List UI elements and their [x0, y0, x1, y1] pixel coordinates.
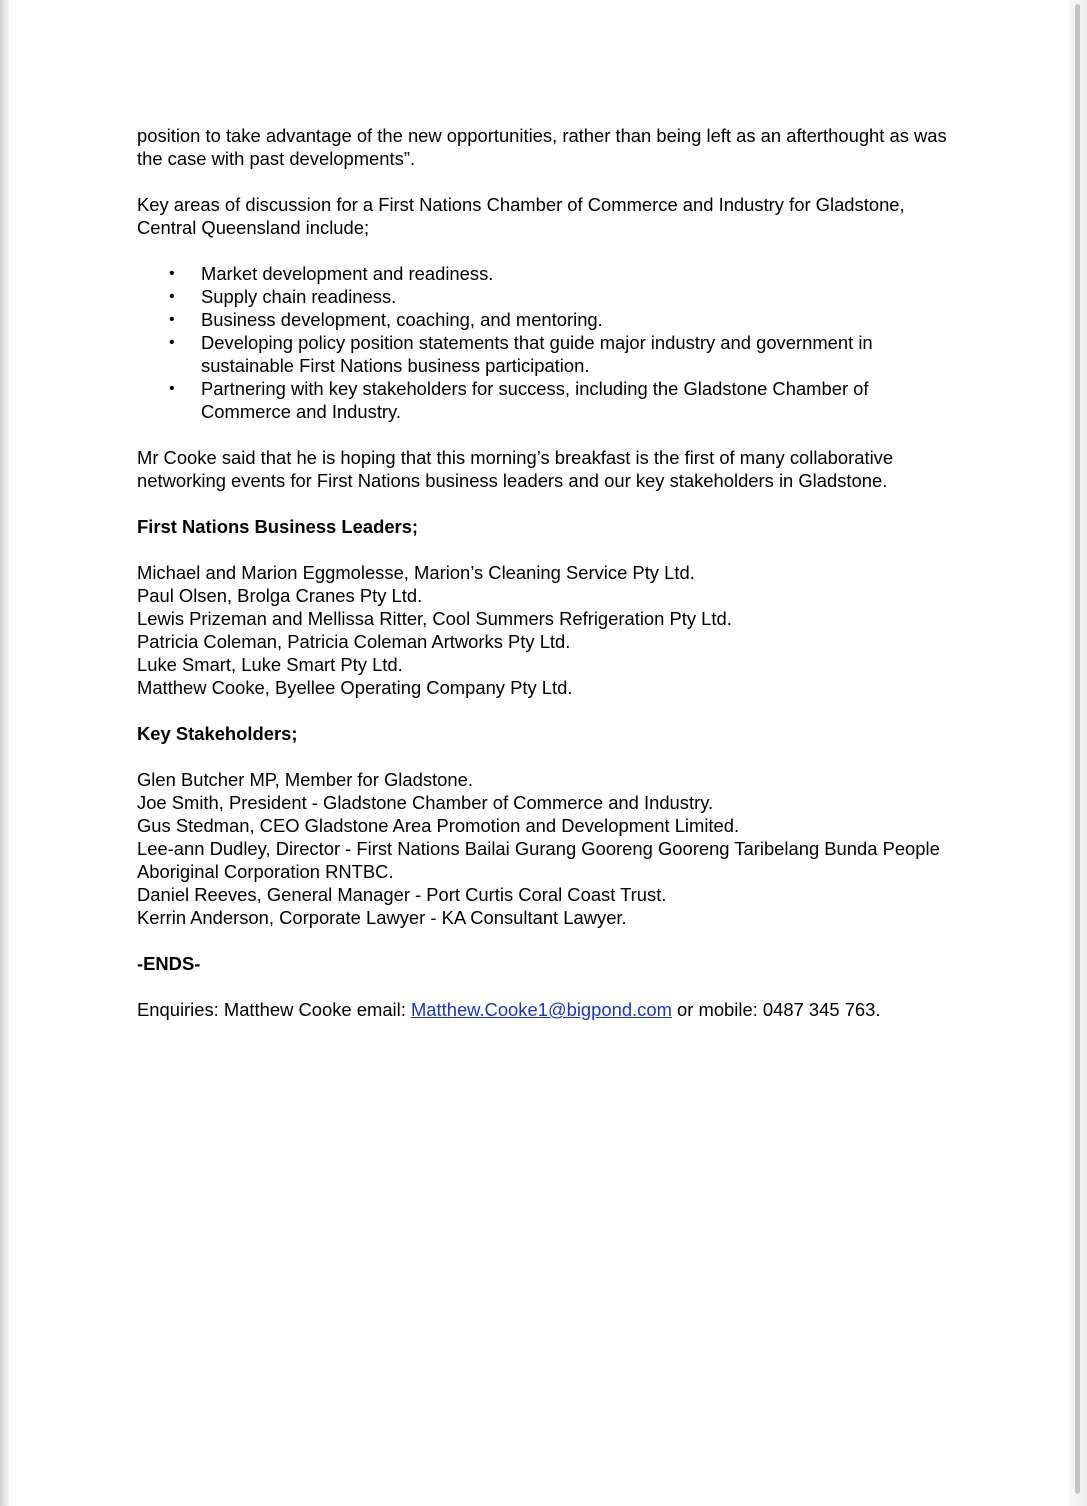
- list-item: Lewis Prizeman and Mellissa Ritter, Cool Summers Refrigeration Pty Ltd.: [137, 608, 732, 629]
- ends-marker: -ENDS-: [137, 953, 201, 974]
- intro-paragraph: position to take advantage of the new opportunities, rather than being left as an afterthought as was the case with past developments”.: [137, 125, 947, 169]
- list-item-text: Market development and readiness.: [201, 263, 494, 284]
- list-item: Paul Olsen, Brolga Cranes Pty Ltd.: [137, 585, 423, 606]
- business-leaders-heading: First Nations Business Leaders;: [137, 516, 419, 537]
- list-item: Michael and Marion Eggmolesse, Marion’s Cleaning Service Pty Ltd.: [137, 562, 695, 583]
- scrollbar-track[interactable]: [1069, 0, 1087, 1506]
- list-item: Kerrin Anderson, Corporate Lawyer - KA Consultant Lawyer.: [137, 907, 627, 928]
- closing-paragraph: Mr Cooke said that he is hoping that this morning’s breakfast is the first of many collaborative networking events for First Nations business leaders and our key stakeholders in Gladstone.: [137, 447, 894, 491]
- document-page: [137, 124, 957, 1044]
- list-item-text: Supply chain readiness.: [201, 286, 397, 307]
- stakeholders-list: [137, 768, 957, 929]
- list-item: Matthew Cooke, Byellee Operating Company Pty Ltd.: [137, 677, 573, 698]
- list-item: [137, 308, 957, 331]
- enquiries-prefix: Enquiries: Matthew Cooke email:: [137, 999, 411, 1020]
- bullet-icon: •: [169, 288, 175, 305]
- enquiries-line: [137, 998, 957, 1021]
- list-item: Lee-ann Dudley, Director - First Nations Bailai Gurang Gooreng Gooreng Taribelang Bunda People Aboriginal Corporation RNTBC.: [137, 838, 940, 882]
- list-item-text: Developing policy position statements that guide major industry and government in sustainable First Nations business participation.: [201, 332, 873, 376]
- key-areas-intro: Key areas of discussion for a First Nations Chamber of Commerce and Industry for Gladstone, Central Queensland include;: [137, 194, 905, 238]
- list-item: Luke Smart, Luke Smart Pty Ltd.: [137, 654, 403, 675]
- list-item: Joe Smith, President - Gladstone Chamber of Commerce and Industry.: [137, 792, 714, 813]
- list-item-text: Partnering with key stakeholders for success, including the Gladstone Chamber of Commerce and Industry.: [201, 378, 869, 422]
- list-item-text: Business development, coaching, and mentoring.: [201, 309, 603, 330]
- list-item: Patricia Coleman, Patricia Coleman Artworks Pty Ltd.: [137, 631, 571, 652]
- list-item: Gus Stedman, CEO Gladstone Area Promotion and Development Limited.: [137, 815, 740, 836]
- list-item: [137, 331, 957, 377]
- key-areas-list: [137, 262, 957, 423]
- bullet-icon: •: [169, 265, 175, 282]
- enquiries-suffix: or mobile: 0487 345 763.: [671, 999, 881, 1020]
- stakeholders-heading: Key Stakeholders;: [137, 723, 298, 744]
- bullet-icon: •: [169, 311, 175, 328]
- bullet-icon: •: [169, 334, 175, 351]
- business-leaders-list: [137, 561, 957, 699]
- list-item: [137, 377, 957, 423]
- scrollbar-thumb[interactable]: [1075, 4, 1080, 1494]
- email-link[interactable]: Matthew.Cooke1@bigpond.com: [410, 999, 672, 1020]
- list-item: Glen Butcher MP, Member for Gladstone.: [137, 769, 473, 790]
- list-item: Daniel Reeves, General Manager - Port Curtis Coral Coast Trust.: [137, 884, 667, 905]
- list-item: [137, 262, 957, 285]
- bullet-icon: •: [169, 380, 175, 397]
- list-item: [137, 285, 957, 308]
- left-page-edge: [0, 0, 9, 1506]
